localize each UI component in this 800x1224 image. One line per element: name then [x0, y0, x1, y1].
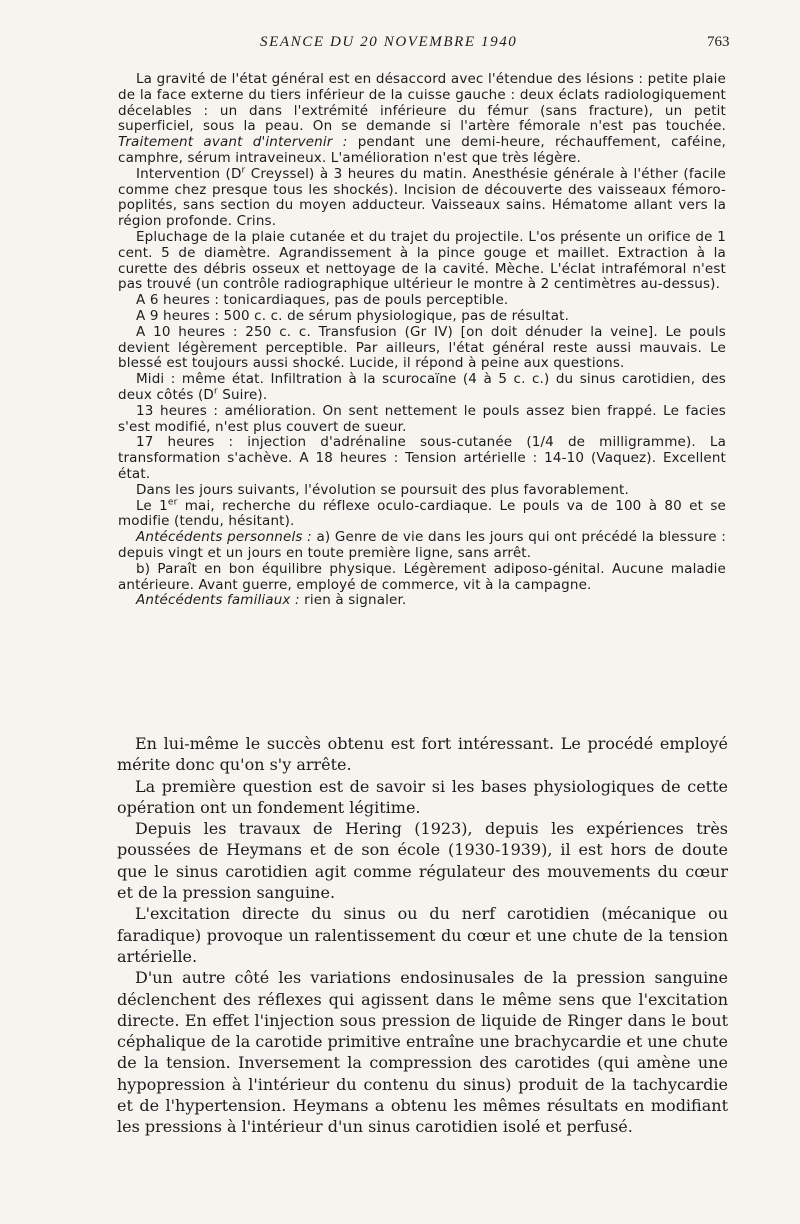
case-paragraph: Dans les jours suivants, l'évolution se poursuit des plus favorablement.	[136, 481, 629, 498]
case-paragraph: Intervention ($D^r$ Creyssel) à 3 heures du matin. Anesthésie générale à l'éther (facile comme chez presque tous les shockés). Incision de découverte des vaisseaux fémoro-poplités, sans section du moyen adducteur. Vaisseaux sains. Hématome allant vers la région profonde. Crins.	[118, 165, 726, 230]
case-paragraph: Antécédents personnels : a) Genre de vie dans les jours qui ont précédé la blessure : depuis vingt et un jours en toute première ligne, sans arrêt.	[118, 529, 726, 561]
body-paragraph: Depuis les travaux de Hering (1923), depuis les expériences très poussées de Heymans et de son école (1930-1939), il est hors de doute que le sinus carotidien agit comme régulateur des mouvements du cœur et de la pression sanguine.	[117, 819, 728, 903]
page-number: 763	[707, 34, 730, 50]
case-paragraph: 13 heures : amélioration. On sent nettement le pouls assez bien frappé. Le facies s'est modifié, n'est plus couvert de sueur.	[118, 402, 726, 435]
page-header	[0, 34, 800, 54]
case-paragraph: A 6 heures : tonicardiaques, pas de pouls perceptible.	[136, 292, 509, 309]
case-paragraph: La gravité de l'état général est en désaccord avec l'étendue des lésions : petite plaie de la face externe du tiers inférieur de la cuisse gauche : deux éclats radiologiquement décelables : un dans l'extrémité inférieure du fémur (sans fracture), un petit superficiel, sous la peau. On se demande si l'artère fémorale n'est pas touchée. Traitement avant d'intervenir : pendant une demi-heure, réchauffement, caféine, camphre, sérum intraveineux. L'amélioration n'est que très légère.	[118, 71, 726, 166]
case-paragraph: Le 1er mai, recherche du réflexe oculo-cardiaque. Le pouls va de 100 à 80 et se modifie (tendu, hésitant).	[118, 497, 726, 530]
case-paragraph: A 10 heures : 250 c. c. Transfusion (Gr IV) [on doit dénuder la veine]. Le pouls devient légèrement perceptible. Par ailleurs, l'état général reste aussi mauvais. Le blessé est toujours aussi shocké. Lucide, il répond à peine aux questions.	[118, 323, 726, 372]
body-paragraph: La première question est de savoir si les bases physiologiques de cette opération ont un fondement légitime.	[117, 776, 728, 817]
case-paragraph: 17 heures : injection d'adrénaline sous-cutanée (1/4 de milligramme). La transformation s'achève. A 18 heures : Tension artérielle : 14-10 (Vaquez). Excellent état.	[118, 434, 726, 482]
body-paragraph: D'un autre côté les variations endosinusales de la pression sanguine déclenchent des réflexes qui agissent dans le même sens que l'excitation directe. En effet l'injection sous pression de liquide de Ringer dans le bout céphalique de la carotide primitive entraîne une brachycardie et une chute de la tension. Inversement la compression des carotides (qui amène une hypopression à l'intérieur du contenu du sinus) produit de la tachycardie et de l'hypertension. Heymans a obtenu les mêmes résultats en modifiant les pressions à l'intérieur d'un sinus carotidien isolé et perfusé.	[117, 968, 728, 1137]
case-notes	[118, 72, 726, 609]
case-paragraph: A 9 heures : 500 c. c. de sérum physiologique, pas de résultat.	[136, 307, 570, 324]
body-text	[117, 733, 728, 1138]
case-paragraph: Epluchage de la plaie cutanée et du trajet du projectile. L'os présente un orifice de 1 cent. 5 de diamètre. Agrandissement à la pince gouge et maillet. Extraction à la curette des débris osseux et nettoyage de la cavité. Mèche. L'éclat intrafémoral n'est pas trouvé (un contrôle radiographique ultérieur le montre à 2 centimètres au-dessus).	[118, 228, 726, 293]
body-paragraph: En lui-même le succès obtenu est fort intéressant. Le procédé employé mérite donc qu'on s'y arrête.	[117, 734, 728, 775]
case-paragraph: Midi : même état. Infiltration à la scurocaïne (4 à 5 c. c.) du sinus carotidien, des deux côtés ($D^r$ Suire).	[118, 371, 726, 403]
running-title: SEANCE DU 20 NOVEMBRE 1940	[260, 34, 518, 50]
body-paragraph: L'excitation directe du sinus ou du nerf carotidien (mécanique ou faradique) provoque un ralentissement du cœur et une chute de la tension artérielle.	[117, 904, 728, 966]
case-paragraph: Antécédents familiaux : rien à signaler.	[136, 592, 407, 609]
case-paragraph: b) Paraît en bon équilibre physique. Légèrement adiposo-génital. Aucune maladie antérieure. Avant guerre, employé de commerce, vit à la campagne.	[118, 560, 726, 593]
